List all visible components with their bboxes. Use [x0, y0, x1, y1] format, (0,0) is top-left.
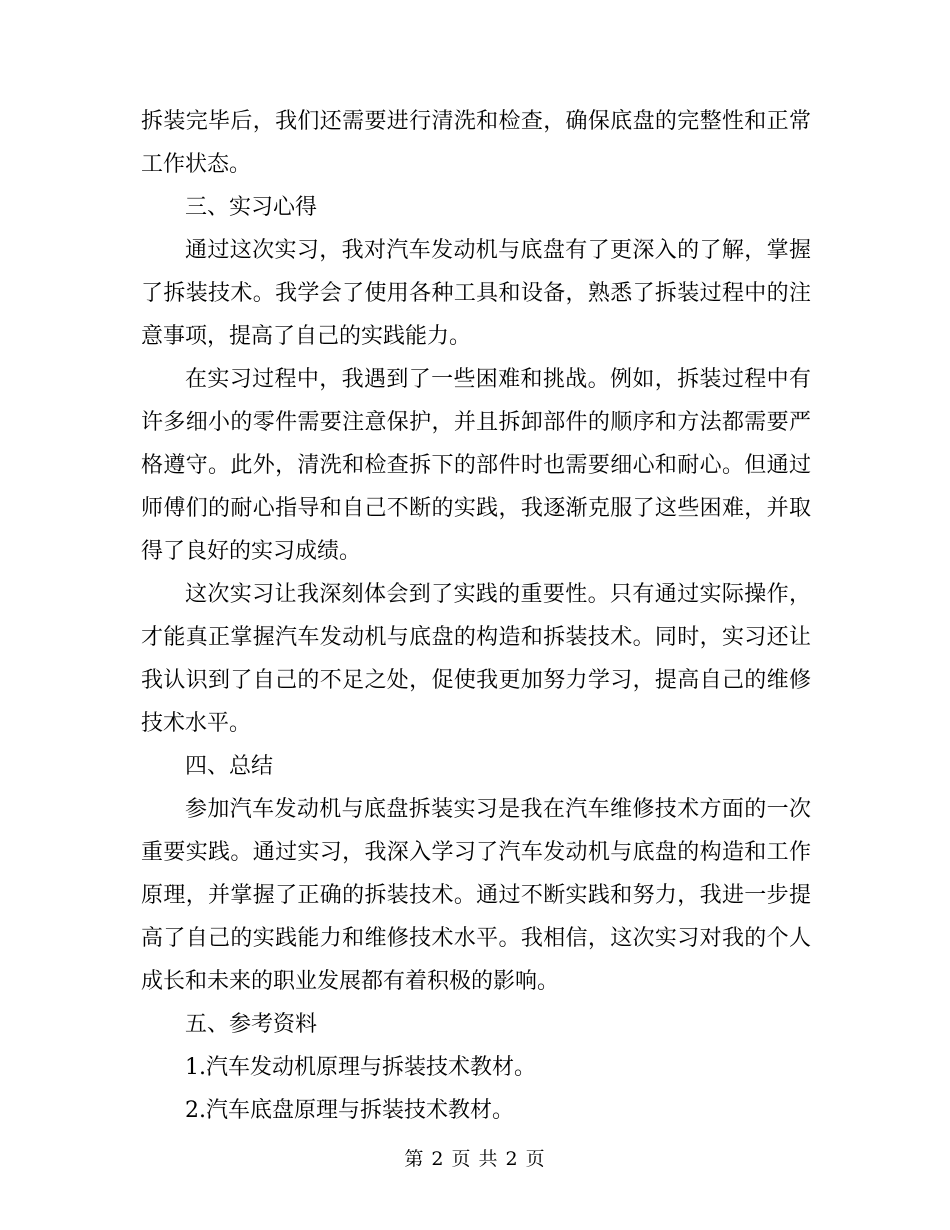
paragraph-0: 拆装完毕后，我们还需要进行清洗和检查，确保底盘的完整性和正常工作状态。 — [141, 109, 811, 177]
paragraph-4: 这次实习让我深刻体会到了实践的重要性。只有通过实际操作，才能真正掌握汽车发动机与底盘的构造和拆装技术。同时，实习还让我认识到了自己的不足之处，促使我更加努力学习，提高自己的维修技术水平。 — [141, 582, 811, 736]
reference-item-1: 1.汽车发动机原理与拆装技术教材。 — [185, 1055, 536, 1080]
reference-item-2: 2.汽车底盘原理与拆装技术教材。 — [185, 1098, 514, 1123]
section-heading-5: 五、参考资料 — [185, 1012, 318, 1037]
page-number: 第 2 页 共 2 页 — [404, 1148, 546, 1170]
paragraph-2: 通过这次实习，我对汽车发动机与底盘有了更深入的了解，掌握了拆装技术。我学会了使用各种工具和设备，熟悉了拆装过程中的注意事项，提高了自己的实践能力。 — [141, 238, 811, 349]
paragraph-3: 在实习过程中，我遇到了一些困难和挑战。例如，拆装过程中有许多细小的零件需要注意保护，并且拆卸部件的顺序和方法都需要严格遵守。此外，清洗和检查拆下的部件时也需要细心和耐心。但通过师傅们的耐心指导和自己不断的实践，我逐渐克服了这些困难，并取得了良好的实习成绩。 — [141, 367, 811, 564]
paragraph-6: 参加汽车发动机与底盘拆装实习是我在汽车维修技术方面的一次重要实践。通过实习，我深入学习了汽车发动机与底盘的构造和工作原理，并掌握了正确的拆装技术。通过不断实践和努力，我进一步提高了自己的实践能力和维修技术水平。我相信，这次实习对我的个人成长和未来的职业发展都有着积极的影响。 — [141, 797, 811, 994]
document-body — [141, 100, 811, 1132]
section-heading-3: 三、实习心得 — [185, 195, 318, 220]
section-heading-4: 四、总结 — [185, 754, 274, 779]
